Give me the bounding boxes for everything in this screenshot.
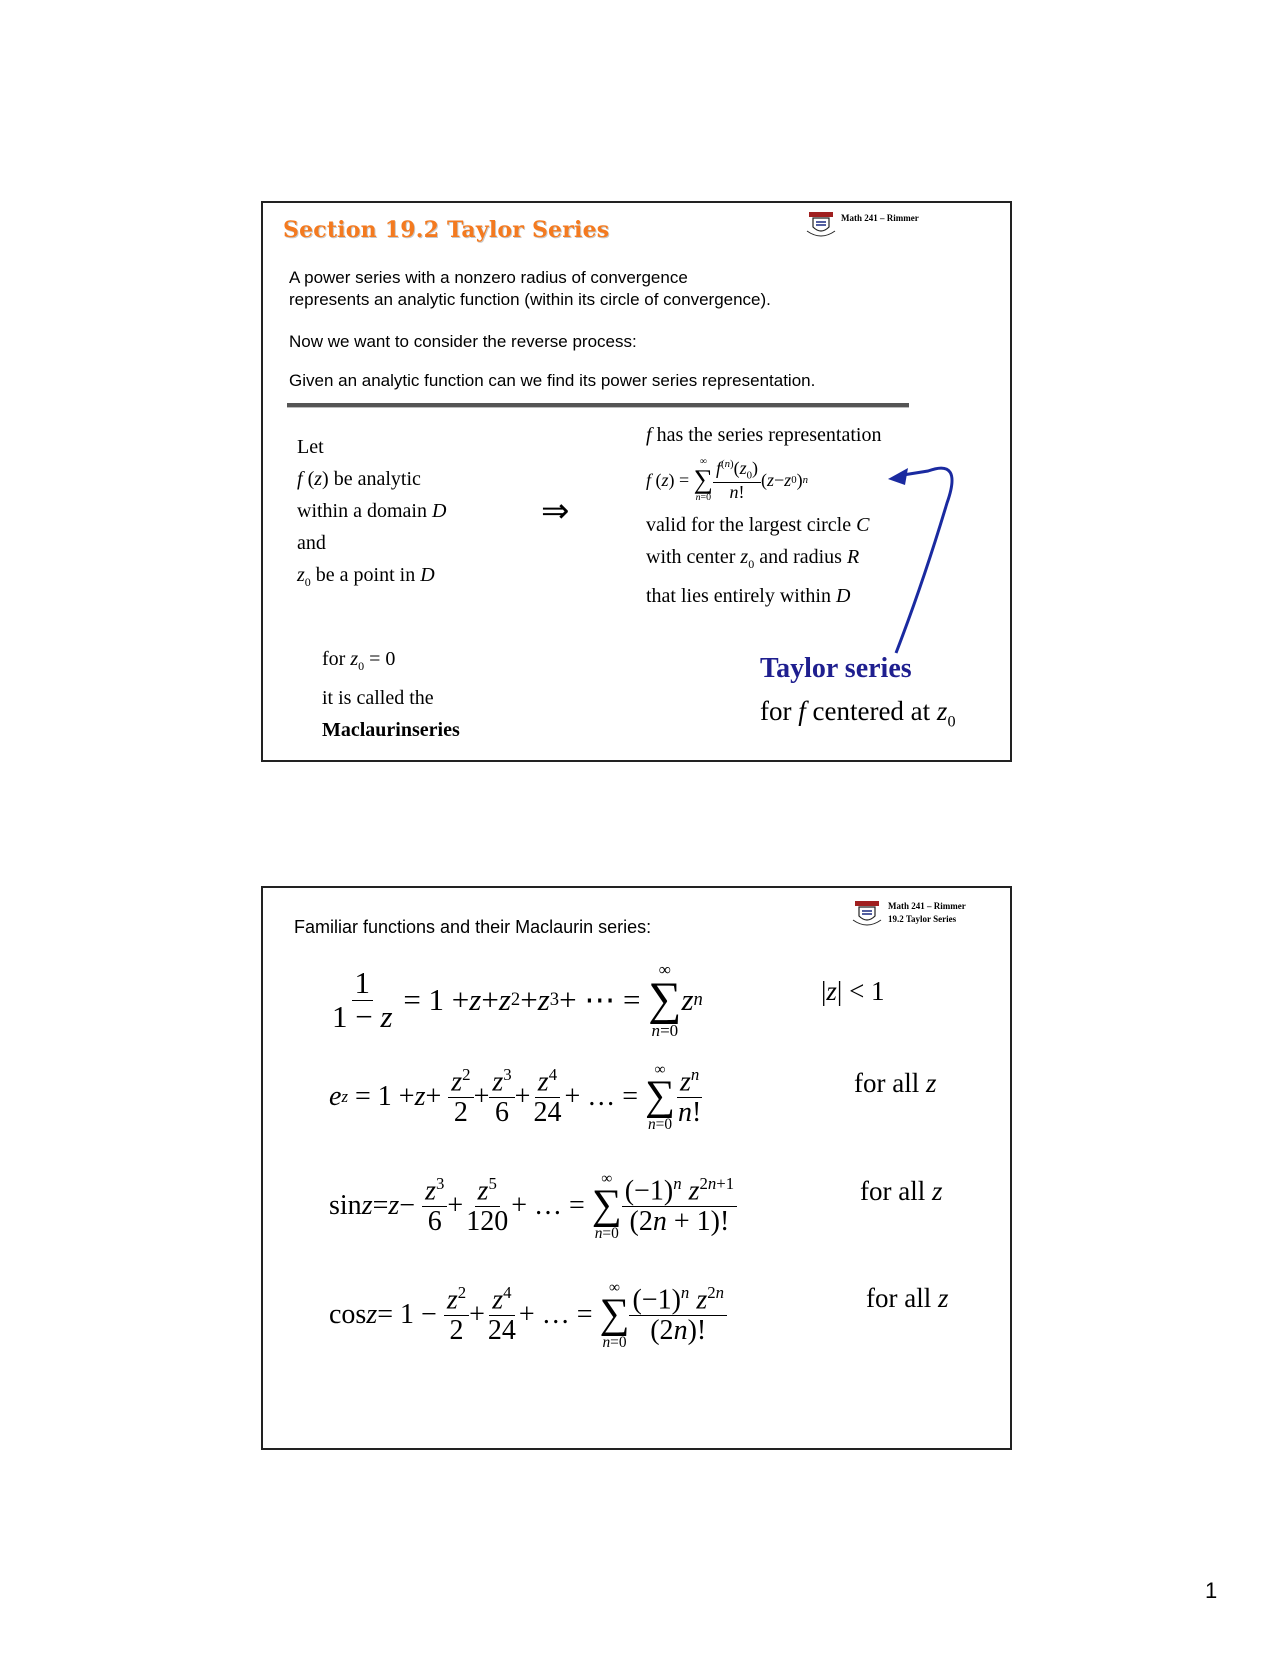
- sum-symbol: ∞ ∑ n=0: [648, 959, 682, 1041]
- slide-header: [888, 900, 966, 926]
- slide-taylor-series: [261, 201, 1012, 762]
- lies-within-line: that lies entirely within D: [646, 585, 851, 607]
- f-analytic-line: f (z) be analytic: [297, 468, 421, 490]
- for-all-text: for all: [860, 1176, 932, 1206]
- slide-title: Section 19.2 Taylor Series: [283, 217, 610, 243]
- called-line: it is called the: [322, 687, 434, 709]
- slide-maclaurin-series: [261, 886, 1012, 1450]
- and-radius-text: and radius: [754, 546, 847, 568]
- lt-one-text: < 1: [849, 976, 885, 1006]
- header-line-1: Math 241 – Rimmer: [888, 901, 966, 911]
- geometric-series-equation: $\frac{1}{1 - z}$ = 1 + z + z 2 + z 3 + ⋯ = ∞ ∑ n=0 z n: [332, 959, 703, 1041]
- penn-shield-logo-icon: [852, 900, 882, 928]
- cos-condition: for all z: [866, 1283, 949, 1313]
- and-label: and: [297, 532, 326, 554]
- intro-line-1: A power series with a nonzero radius of convergence: [289, 268, 688, 287]
- within-domain-text: within a domain: [297, 500, 432, 522]
- exp-condition: for all z: [854, 1068, 937, 1098]
- lies-within-text: that lies entirely within: [646, 585, 836, 607]
- taylor-formula: f ( z ) = ∞ ∑ n=0 $\frac{f^{(n)}(z_0)}{n!}$ ( z − z 0 ) n: [646, 456, 808, 503]
- slide-title: Familiar functions and their Maclaurin series:: [294, 917, 652, 937]
- domain-line: within a domain D: [297, 500, 447, 522]
- point-line: $z_0$ be a point in D: [297, 564, 435, 589]
- for-all-text: for all: [854, 1068, 926, 1098]
- be-analytic-text: be analytic: [328, 468, 421, 490]
- taylor-series-label: Taylor series: [760, 653, 912, 684]
- has-series-text: has the series representation: [651, 424, 882, 446]
- for-text: for: [322, 648, 351, 670]
- implies-arrow: ⇒: [541, 493, 570, 530]
- sin-series-equation: sin z = z − $\frac{z^3}{6}$ + $\frac{z^5}{120}$ + … = ∞ ∑ n=0 $\frac{(-1)^n z^{2n+1}}{(2n + 1)!}$: [329, 1163, 737, 1249]
- let-label: Let: [297, 436, 324, 458]
- sum-symbol: ∞ ∑ n=0: [599, 1278, 630, 1351]
- geometric-condition: |z| < 1: [821, 976, 885, 1006]
- eq-zero-text: = 0: [364, 648, 396, 670]
- has-series-line: f has the series representation: [646, 424, 882, 446]
- curved-arrow-icon: [263, 203, 1014, 764]
- slide-header: Math 241 – Rimmer: [841, 213, 919, 223]
- page-number: 1: [1205, 1578, 1218, 1603]
- centered-at-line: for f centered at $z_0$: [760, 696, 956, 731]
- question-text: Given an analytic function can we find its power series representation.: [289, 371, 816, 390]
- sum-symbol: ∞ ∑ n=0: [591, 1169, 622, 1242]
- intro-line-2: represents an analytic function (within its circle of convergence).: [289, 290, 771, 309]
- reverse-process-text: Now we want to consider the reverse process:: [289, 332, 637, 351]
- sin-condition: for all z: [860, 1176, 943, 1206]
- valid-circle-line: valid for the largest circle C: [646, 514, 870, 536]
- valid-for-text: valid for the largest circle: [646, 514, 857, 536]
- z0-zero-line: for $z_0 = 0$: [322, 648, 396, 673]
- centered-at-text: centered at: [805, 696, 937, 726]
- for-f-text: for: [760, 696, 799, 726]
- exp-series-equation: e z = 1 + z + $\frac{z^2}{2}$ + $\frac{z^3}{6}$ + $\frac{z^4}{24}$ + … = ∞ ∑ n=0 $\frac{z^n}{n!}$: [329, 1060, 702, 1133]
- with-center-text: with center: [646, 546, 741, 568]
- cos-series-equation: cos z = 1 − $\frac{z^2}{2}$ + $\frac{z^4}{24}$ + … = ∞ ∑ n=0 $\frac{(-1)^n z^{2n}}{(2n)!}$: [329, 1272, 727, 1358]
- center-radius-line: with center $z_0$ and radius R: [646, 546, 860, 571]
- maclaurin-label: Maclaurinseries: [322, 719, 460, 741]
- for-all-text: for all: [866, 1283, 938, 1313]
- be-point-text: be a point in: [310, 564, 421, 586]
- sum-symbol: ∞ ∑ n=0: [645, 1060, 675, 1133]
- header-line-2: 19.2 Taylor Series: [888, 914, 957, 924]
- sum-symbol: ∞ ∑ n=0: [693, 456, 713, 503]
